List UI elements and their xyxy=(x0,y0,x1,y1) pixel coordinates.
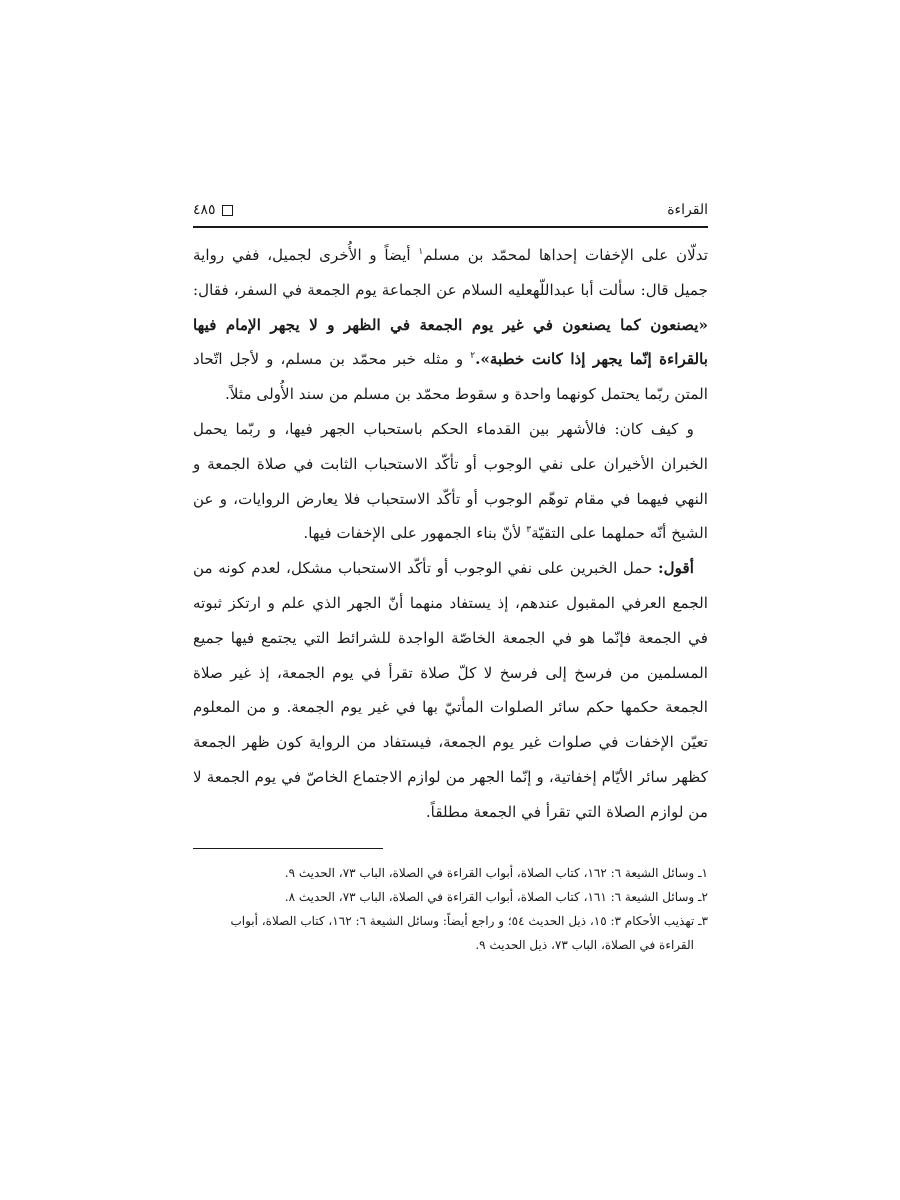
p2-text-a: و كيف كان: فالأشهر بين القدماء الحكم باستحباب الجهر فيها، و ربّما يحمل الخبران الأخيران على نفي الوجوب أو تأكّد الاستحباب الثابت في صلاة الجمعة و النهي فيهما في مقام توهّم الوجوب أو تأكّد الاستحباب فلا يعارض الروايات، و عن الشيخ أنّه حملهما على التقيّة xyxy=(193,419,708,543)
paragraph-3 xyxy=(193,551,708,829)
hadith-quote: «يصنعون كما يصنعون في غير يوم الجمعة في الظهر و لا يجهر الإمام فيها بالقراءة إنّما يجهر إذا كانت خطبة». xyxy=(193,315,708,369)
p3-text: حمل الخبرين على نفي الوجوب أو تأكّد الاستحباب مشكل، لعدم كونه من الجمع العرفي المقبول عندهم، إذ يستفاد منهما أنّ الجهر الذي علم و ارتكز ثبوته في الجمعة فإنّما هو في الجمعة الخاصّة الواجدة للشرائط التي يجتمع فيها جميع المسلمين من فرسخ إلى فرسخ لا كلّ صلاة تقرأ في يوم الجمعة، إذ غير صلاة الجمعة حكمها حكم سائر الصلوات المأتيّ بها في غير يوم الجمعة. و من المعلوم تعيّن الإخفات في صلوات غير يوم الجمعة، فيستفاد من الرواية كون ظهر الجمعة كظهر سائر الأيّام إخفاتية، و إنّما الجهر من لوازم الاجتماع الخاصّ في يوم الجمعة لا من لوازم الصلاة التي تقرأ في الجمعة مطلقاً. xyxy=(193,559,708,821)
footnote-1: ١ـ وسائل الشيعة ٦: ١٦٢، كتاب الصلاة، أبواب القراءة في الصلاة، الباب ٧٣، الحديث ٩. xyxy=(284,865,708,880)
footnote-2: ٢ـ وسائل الشيعة ٦: ١٦١، كتاب الصلاة، أبواب القراءة في الصلاة، الباب ٧٣، الحديث ٨. xyxy=(284,889,708,904)
footnote-divider xyxy=(193,848,383,849)
p1-text-a: تدلّان على الإخفات إحداها لمحمّد بن مسلم xyxy=(423,246,708,264)
page-number xyxy=(193,202,233,218)
footnote-3-continued: القراءة في الصلاة، الباب ٧٣، ذيل الحديث ٩. xyxy=(475,937,694,952)
footnotes xyxy=(193,861,708,957)
p3-label: أقول: xyxy=(658,559,694,578)
square-box-icon xyxy=(222,205,233,216)
main-text xyxy=(193,238,708,830)
footnote-ref-1: ١ xyxy=(418,246,424,257)
book-page xyxy=(193,200,708,957)
footnote-ref-2: ٢ xyxy=(470,351,476,362)
footnote-3: ٣ـ تهذيب الأحكام ٣: ١٥، ذيل الحديث ٥٤؛ و راجع أيضاً: وسائل الشيعة ٦: ١٦٢، كتاب الصلاة، أبواب xyxy=(230,913,708,928)
paragraph-1 xyxy=(193,238,708,412)
running-title: القراءة xyxy=(667,202,708,218)
page-number-text: ٤٨٥ xyxy=(193,202,216,218)
page-header xyxy=(193,200,708,228)
paragraph-2 xyxy=(193,412,708,551)
p1-text-c: و مثله خبر محمّد بن مسلم، و لأجل اتّحاد المتن ربّما يحتمل كونهما واحدة و سقوط محمّد بن مسلم من سند الأُولى مثلاً. xyxy=(193,350,708,404)
footnote-ref-3: ٣ xyxy=(526,525,532,536)
p2-text-b: لأنّ بناء الجمهور على الإخفات فيها. xyxy=(303,524,527,543)
p1-text-b: أيضاً و الأُخرى لجميل، ففي رواية جميل قال: سألت أبا عبداللّهعليه السلام عن الجماعة يوم الجمعة في السفر، فقال: xyxy=(193,246,708,299)
